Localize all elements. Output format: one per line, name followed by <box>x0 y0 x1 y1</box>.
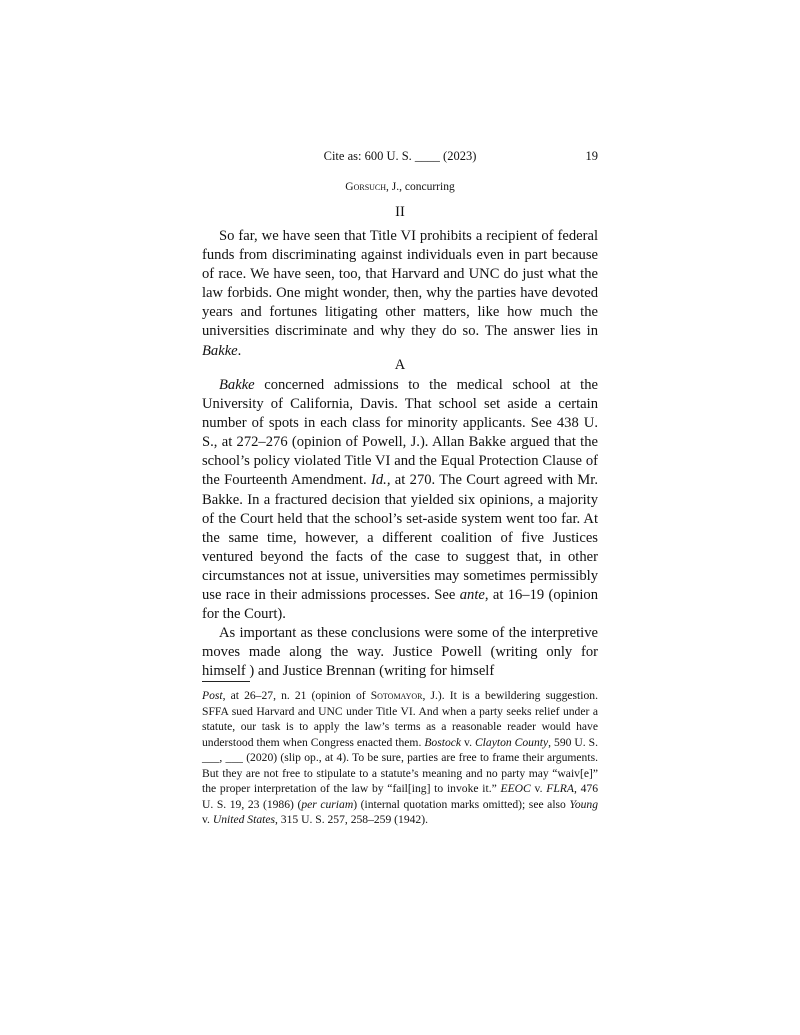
text-run: , 590 U. S. ___, ___ (2020) (slip op., at 4). To be sure, parties are free to frame their arguments. But they are not free to stipulate to a statute’s meaning and no party may “waiv[e]” the proper interpretation of the law by “fail[ing] to invoke it.” <box>202 735 598 795</box>
text-run: , at 16–19 (opinion for the Court). <box>202 587 598 623</box>
small-caps-run: Sotomayor <box>370 689 423 702</box>
paragraph-interpretive-moves <box>202 624 598 681</box>
italic-run: Young <box>569 797 599 811</box>
author-name: Gorsuch <box>345 181 387 193</box>
italic-run: EEOC <box>500 782 531 795</box>
text-run: concerned admissions to the medical school at the University of California, Davis. That school set aside a certain number of spots in each class for minority applicants. See 438 U. S., at 272–276 (opinion of Powell, J.). Allan Bakke argued that the school’s policy violated Title VI and the Equal Protection Clause of the Fourteenth Amendment. <box>202 377 598 489</box>
paragraph-bakke-background <box>202 376 598 624</box>
opinion-author-line <box>202 179 598 195</box>
section-heading-ii: II <box>395 204 405 220</box>
text-run: ) (internal quotation marks omitted); see also <box>353 797 570 811</box>
italic-run: Bakke <box>202 342 238 359</box>
italic-run: ante <box>459 587 485 604</box>
running-head-citation: Cite as: 600 U. S. ____ (2023) <box>323 149 477 163</box>
text-run: As important as these conclusions were some of the interpretive moves made along the way. Justice Powell (writing only for himself ) and Justice Brennan (writing for himself <box>202 625 598 680</box>
italic-run: Id., <box>371 472 391 489</box>
text-run: , at 26–27, n. 21 (opinion of <box>222 689 371 702</box>
italic-run: United States <box>212 813 275 826</box>
page-number: 19 <box>585 149 598 163</box>
text-run: . <box>237 342 242 359</box>
text-run: at 270. The Court agreed with Mr. Bakke. In a fractured decision that yielded six opinions, a majority of the Court held that the school’s set-aside system went too far. At the same time, however, a different coalition of five Justices ventured beyond the facts of the case to suggest that, in other circumstances not at issue, universities may sometimes permissibly use race in their admissions processes. See <box>202 472 598 604</box>
italic-run: Post <box>202 689 223 702</box>
section-ii-body <box>202 227 598 361</box>
italic-run: Clayton County <box>474 735 549 749</box>
italic-run: Bakke <box>219 377 255 393</box>
author-suffix: , J., concurring <box>386 181 455 193</box>
italic-run: per curiam <box>301 797 354 811</box>
text-run: v. <box>530 782 547 795</box>
text-run: , J.). It is a bewildering suggestion. SFFA sued Harvard and UNC under Title VI. And when a party seeks relief under a statute, our task is to apply the law’s terms as a reasonable reader would have understood them when Congress enacted them. <box>202 689 598 749</box>
footnote-text <box>202 688 598 828</box>
text-run: , 476 U. S. 19, 23 (1986) ( <box>202 782 598 811</box>
section-heading-a: A <box>394 357 406 373</box>
italic-run: Bostock <box>424 735 462 749</box>
text-run: v. <box>461 735 475 749</box>
italic-run: FLRA <box>546 782 574 795</box>
text-run: So far, we have seen that Title VI prohibits a recipient of federal funds from discriminating against individuals even in part because of race. We have seen, too, that Harvard and UNC do just what the law forbids. One might wonder, then, why the parties have devoted years and fortunes litigating other matters, like how much the universities discriminate and why they do so. The answer lies in <box>202 228 598 340</box>
paragraph-section-ii <box>202 227 598 361</box>
footnote-separator <box>202 681 250 682</box>
section-a-body <box>202 376 598 682</box>
text-run: , 315 U. S. 257, 258–259 (1942). <box>275 813 428 826</box>
footnote <box>202 688 598 828</box>
text-run: v. <box>202 813 213 826</box>
